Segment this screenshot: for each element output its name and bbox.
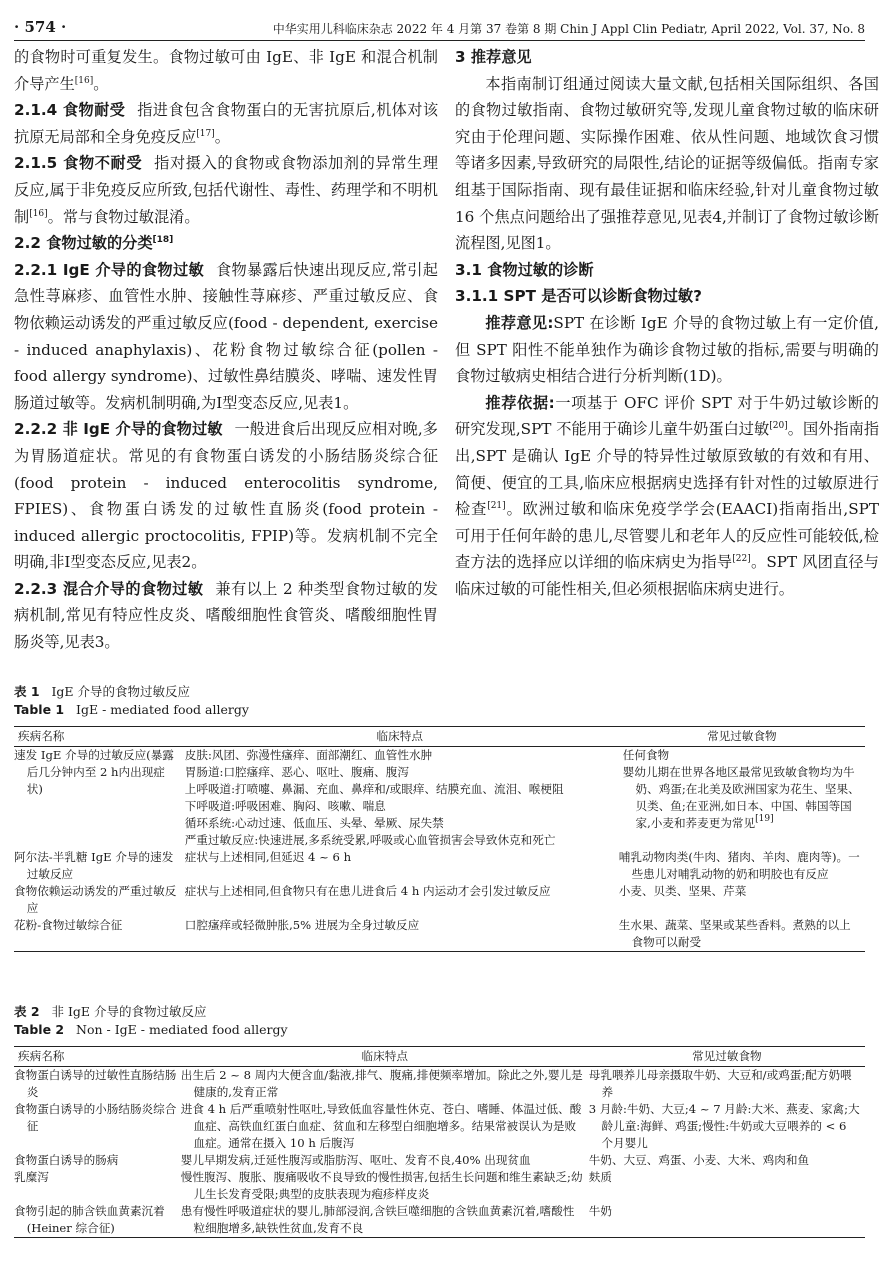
citation: [19]: [755, 814, 774, 824]
disease-name-cell: 阿尔法-半乳糖 IgE 介导的速发过敏反应: [14, 850, 174, 881]
foods-cell: 牛奶: [589, 1203, 865, 1238]
foods-cell: 麸质: [588, 1170, 612, 1184]
foods-cell: 牛奶、大豆、鸡蛋、小麦、大米、鸡肉和鱼: [588, 1153, 810, 1167]
foods-cell: 哺乳动物肉类(牛肉、猪肉、羊肉、鹿肉等)。一些患儿对哺乳动物的奶和明胶也有反应: [618, 850, 860, 881]
disease-name-cell: 乳糜泻: [14, 1170, 49, 1184]
table-header-row: [14, 1047, 865, 1067]
section-heading: 2.2.2 非 IgE 介导的食物过敏: [14, 420, 223, 439]
table-row: [14, 849, 865, 883]
column-header: 临床特点: [181, 1047, 589, 1067]
table-row: [14, 1203, 865, 1238]
foods-cell: 任何食物 婴幼儿期在世界各地区最常见致敏食物均为牛奶、鸡蛋;在北美及欧洲国家为花生、坚果、贝类、鱼;在亚洲,如日本、中国、韩国等国家,小麦和荞麦更为常见[19]: [622, 748, 860, 830]
features-cell: 婴儿早期发病,迁延性腹泻或脂肪泻、呕吐、发育不良,40% 出现贫血: [180, 1153, 531, 1167]
page-number: · 574 ·: [14, 18, 67, 36]
section-2-2-heading: 2.2 食物过敏的分类[18]: [14, 234, 174, 253]
disease-name-cell: 食物蛋白诱导的过敏性直肠结肠炎: [14, 1068, 177, 1099]
foods-cell: 小麦、贝类、坚果、芹菜: [618, 884, 747, 898]
citation: [22]: [732, 554, 751, 565]
table-row: [14, 747, 865, 850]
features-cell: 症状与上述相同,但食物只有在患儿进食后 4 h 内运动才会引发过敏反应: [184, 884, 551, 898]
section-2-2-2: 2.2.2 非 IgE 介导的食物过敏 一般进食后出现反应相对晚,多为胃肠道症状。常见的有食物蛋白诱发的小肠结肠炎综合征(food protein - induced enterocolitis syndrome, FPIES)、食物蛋白诱发的过敏性直肠炎(food protein - induced allergic proctocolitis, FPIP)等。发病机制不完全明确,非Ⅰ型变态反应,见表2。: [14, 420, 438, 572]
column-header: 疾病名称: [14, 1047, 181, 1067]
features-cell: 症状与上述相同,但延迟 4 ~ 6 h: [184, 850, 352, 864]
table-1: [14, 726, 865, 952]
table-row: [14, 883, 865, 917]
column-header: 常见过敏食物: [589, 1047, 865, 1067]
column-header: 疾病名称: [14, 727, 181, 747]
features-cell: 患有慢性呼吸道症状的婴儿,肺部浸润,含铁巨噬细胞的含铁血黄素沉着,嗜酸性粒细胞增多,缺铁性贫血,发育不良: [181, 1203, 589, 1238]
disease-name-cell: 速发 IgE 介导的过敏反应(暴露后几分钟内至 2 h内出现症状): [14, 748, 174, 796]
section-3-1-heading: 3.1 食物过敏的诊断: [455, 260, 594, 279]
table-2: [14, 1046, 865, 1238]
section-3-heading: 3 推荐意见: [455, 48, 532, 66]
citation: [17]: [196, 128, 215, 139]
foods-cell: 母乳喂养儿母亲摄取牛奶、大豆和/或鸡蛋;配方奶喂养: [588, 1068, 852, 1099]
page-header: [14, 12, 865, 41]
table-row: [14, 1169, 865, 1203]
disease-name-cell: 食物蛋白诱导的肠病: [14, 1153, 119, 1167]
features-cell: 口腔瘙痒或轻微肿胀,5% 进展为全身过敏反应: [181, 917, 619, 952]
section-2-2-3: 2.2.3 混合介导的食物过敏 兼有以上 2 种类型食物过敏的发病机制,常见有特应性皮炎、嗜酸细胞性食管炎、嗜酸细胞性胃肠炎等,见表3。: [14, 579, 438, 652]
citation: [16]: [74, 75, 94, 86]
column-header: 临床特点: [181, 727, 619, 747]
table-row: [14, 1152, 865, 1169]
table-row: [14, 917, 865, 952]
table-row: [14, 1101, 865, 1152]
disease-name-cell: 食物依赖运动诱发的严重过敏反应: [14, 884, 177, 915]
citation: [18]: [152, 235, 174, 246]
left-column: [14, 44, 438, 656]
disease-name-cell: 食物引起的肺含铁血黄素沉着(Heiner 综合征): [14, 1203, 181, 1238]
table-row: [14, 1067, 865, 1102]
section-heading: 2.2.1 IgE 介导的食物过敏: [14, 260, 204, 279]
section-3-1-1-heading: 3.1.1 SPT 是否可以诊断食物过敏?: [455, 287, 702, 306]
features-cell: 进食 4 h 后严重喷射性呕吐,导致低血容量性休克、苍白、嗜睡、体温过低、酸血症、高铁血红蛋白血症、贫血和左移型白细胞增多。结果常被误认为是败血症。通常在摄入 10 h 后腹泻: [180, 1102, 582, 1150]
journal-running-title: 中华实用儿科临床杂志 2022 年 4 月第 37 卷第 8 期 Chin J Appl Clin Pediatr, April 2022, Vol. 37, No. 8: [272, 22, 865, 36]
table-1-caption: 表 1 IgE 介导的食物过敏反应 Table 1 IgE - mediated food allergy: [14, 684, 249, 717]
recommendation-label: 推荐意见:: [485, 313, 554, 332]
disease-name-cell: 食物蛋白诱导的小肠结肠炎综合征: [14, 1102, 177, 1133]
table-header-row: [14, 727, 865, 747]
basis-paragraph: 推荐依据:一项基于 OFC 评价 SPT 对于牛奶过敏诊断的研究发现,SPT 不能用于确诊儿童牛奶蛋白过敏[20]。国外指南指出,SPT 是确认 IgE 介导的特异性过敏原致敏的有效和有用、简便、便宜的工具,临床应根据病史选择有针对性的过敏原进行检查[21]。欧洲过敏和临床免疫学学会(EAACI)指南指出,SPT 可用于任何年龄的患儿,尽管婴儿和老年人的反应性可能较低,检查方法的选择应以详细的临床病史为指导[22]。SPT 风团直径与临床过敏的可能性相关,但必须根据临床病史进行。: [455, 393, 879, 598]
section-2-1-5: 2.1.5 食物不耐受 指对摄入的食物或食物添加剂的异常生理反应,属于非免疫反应所致,包括代谢性、毒性、药理学和不明机制[16]。常与食物过敏混淆。: [14, 154, 439, 226]
section-3-text: 本指南制订组通过阅读大量文献,包括相关国际组织、各国的食物过敏指南、食物过敏研究等,发现儿童食物过敏的临床研究由于伦理问题、实际操作困难、依从性问题、地域饮食习惯等诸多因素,导致研究的局限性,结论的证据等级偏低。指南专家组基于国际指南、现有最佳证据和临床经验,针对儿童食物过敏 16 个焦点问题给出了强推荐意见,见表4,并制订了食物过敏诊断流程图,见图1。: [455, 74, 879, 253]
column-header: 常见过敏食物: [619, 727, 865, 747]
basis-label: 推荐依据:: [485, 393, 555, 412]
section-2-1-4: 2.1.4 食物耐受 指进食包含食物蛋白的无害抗原后,机体对该抗原无局部和全身免疫反应[17]。: [14, 101, 439, 146]
features-cell: 皮肤:风团、弥漫性瘙痒、面部潮红、血管性水肿 胃肠道:口腔瘙痒、恶心、呕吐、腹痛、腹泻 上呼吸道:打喷嚏、鼻漏、充血、鼻痒和/或眼痒、结膜充血、流泪、喉梗阻 下呼吸道:呼吸困难、胸闷、咳嗽、喘息 循环系统:心动过速、低血压、头晕、晕厥、尿失禁 严重过敏反应:快速进展,多系统受累,呼吸或心血管损害会导致休克和死亡: [184, 748, 564, 847]
citation: [16]: [29, 208, 48, 219]
section-heading: 2.2.3 混合介导的食物过敏: [14, 579, 204, 598]
table-2-caption: 表 2 非 IgE 介导的食物过敏反应 Table 2 Non - IgE - mediated food allergy: [14, 1004, 288, 1037]
citation: [20]: [769, 421, 788, 432]
foods-cell: 3 月龄:牛奶、大豆;4 ~ 7 月龄:大米、燕麦、家禽;大龄儿童:海鲜、鸡蛋;慢性:牛奶或大豆喂养的 < 6 个月婴儿: [588, 1102, 860, 1150]
citation: [21]: [487, 501, 506, 512]
section-2-2-1: 2.2.1 IgE 介导的食物过敏 食物暴露后快速出现反应,常引起急性荨麻疹、血管性水肿、接触性荨麻疹、严重过敏反应、食物依赖运动诱发的严重过敏反应(food - dependent, exercise - induced anaphylaxis)、花粉食物过敏综合征(pollen - food allergy syndrome)、过敏性鼻结膜炎、哮喘、速发性胃肠道过敏等。发病机制明确,为Ⅰ型变态反应,见表1。: [14, 260, 438, 412]
paragraph-continued: 的食物时可重复发生。食物过敏可由 IgE、非 IgE 和混合机制介导产生[16]。: [14, 48, 438, 93]
recommendation-paragraph: 推荐意见:SPT 在诊断 IgE 介导的食物过敏上有一定价值,但 SPT 阳性不能单独作为确诊食物过敏的指标,需要与明确的食物过敏病史相结合进行分析判断(1D)。: [455, 313, 879, 386]
features-cell: 出生后 2 ~ 8 周内大便含血/黏液,排气、腹痛,排便频率增加。除此之外,婴儿是健康的,发育正常: [180, 1068, 583, 1099]
foods-cell: 生水果、蔬菜、坚果或某些香料。煮熟的以上食物可以耐受: [619, 917, 865, 952]
features-cell: 慢性腹泻、腹胀、腹痛吸收不良导致的慢性损害,包括生长问题和维生素缺乏;幼儿生长发育受限;典型的皮肤表现为疱疹样皮炎: [180, 1170, 583, 1201]
section-heading: 2.1.4 食物耐受: [14, 101, 126, 120]
disease-name-cell: 花粉-食物过敏综合征: [14, 917, 181, 952]
right-column: [455, 44, 879, 602]
section-heading: 2.1.5 食物不耐受: [14, 154, 143, 173]
